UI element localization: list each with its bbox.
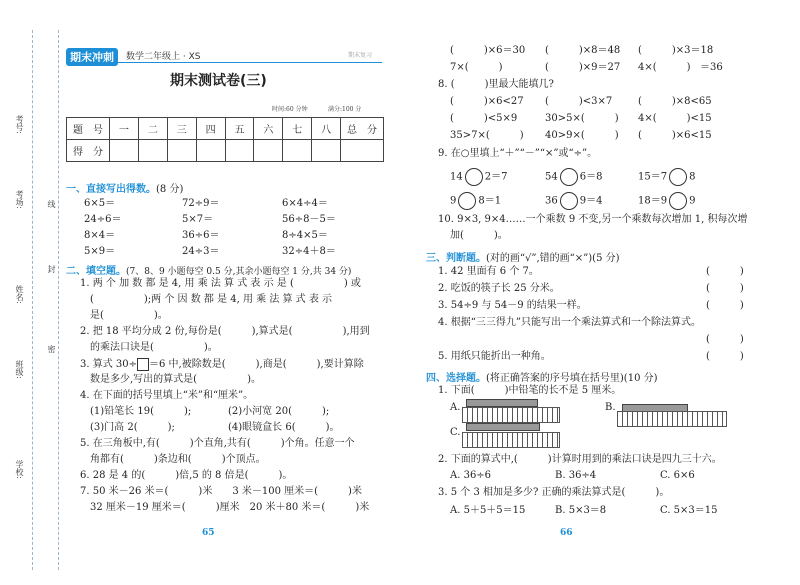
fill-q1-line3: 是( )。 <box>90 310 168 321</box>
page-number-left: 65 <box>202 528 215 538</box>
operator-circle[interactable] <box>560 192 578 210</box>
choice-q2-opt: B. 36÷4 <box>555 470 597 481</box>
brand-badge: 期末复习 <box>348 52 373 59</box>
side-label-xuexiao: 学校: <box>15 460 24 479</box>
score-cell[interactable] <box>225 140 254 162</box>
r-q7c-2: ( )×8＝48 <box>545 45 621 56</box>
choice-q3-opt: C. 5×3＝15 <box>660 505 718 516</box>
judge-paren[interactable]: ( ) <box>706 351 744 362</box>
binding-line-inner <box>58 30 59 570</box>
operator-circle[interactable] <box>669 168 687 186</box>
r-q8-item: ( )<3×7 <box>545 96 613 107</box>
fill-q6: 6. 28 是 4 的( )倍,5 的 8 倍是( )。 <box>80 470 293 481</box>
choice-q1: 1. 下面( )中铅笔的长不是 5 厘米。 <box>438 385 622 396</box>
calc-item: 6×5＝ <box>84 198 116 209</box>
fill-q7-line1: 7. 50 米－26 米＝( )米 3 米－100 厘米＝( )米 <box>80 486 362 497</box>
r-q8-item: 4×( )<15 <box>638 113 712 124</box>
score-header-cell: 题 号 <box>67 118 110 140</box>
r-q10-line1: 10. 9×3, 9×4……一个乘数 9 不变,另一个乘数每次增加 1, 积每次增 <box>438 214 748 225</box>
calc-item: 8÷4×5＝ <box>282 230 328 241</box>
judge-paren[interactable]: ( ) <box>706 283 744 294</box>
r-q7c-3: ( )×3＝18 <box>638 45 714 56</box>
fill-q2-line2: 的乘法口诀是( )。 <box>90 342 218 353</box>
fill-q4-a: (1)铅笔长 19( ); <box>90 406 192 417</box>
choice-q2-opt: A. 36÷6 <box>450 470 492 481</box>
r-q9-item: 54 6＝8 <box>545 168 602 186</box>
judge-paren[interactable]: ( ) <box>706 300 744 311</box>
score-row-label: 得 分 <box>67 140 110 162</box>
fill-q4-b: (2)小河宽 20( ); <box>228 406 330 417</box>
fill-q3-line2: 数是多少,写出的算式是( )。 <box>90 374 261 385</box>
binding-line <box>32 30 33 570</box>
fill-q5-line1: 5. 在三角板中,有( )个直角,共有( )个角。任意一个 <box>80 438 355 449</box>
r-q8-item: 30>5×( ) <box>545 113 619 124</box>
pencil-c <box>466 423 540 431</box>
r-q8-item: 35>7×( ) <box>450 130 524 141</box>
fill-q4: 4. 在下面的括号里填上“米”和“厘米”。 <box>80 390 254 401</box>
blank-box[interactable] <box>137 358 149 371</box>
score-cell[interactable] <box>254 140 283 162</box>
side-label-kaohao: 考号: <box>15 115 24 134</box>
r-q9-item: 18＝9 9 <box>638 192 695 210</box>
r-q8-item: ( )<5×9 <box>450 113 518 124</box>
r-q8-item: ( )×6<27 <box>450 96 524 107</box>
score-header-cell: 三 <box>167 118 196 140</box>
operator-circle[interactable] <box>458 192 476 210</box>
fill-q4-d: (4)眼镜盒长 6( )。 <box>228 422 340 433</box>
judge-paren[interactable]: ( ) <box>706 266 744 277</box>
section-3-title: 三、判断题。(对的画“√”,错的画“×”)(5 分) <box>426 253 620 264</box>
operator-circle[interactable] <box>669 192 687 210</box>
score-table <box>66 117 384 162</box>
r-q9-item: 36 9＝4 <box>545 192 602 210</box>
score-cell[interactable] <box>341 140 384 162</box>
calc-item: 5×9＝ <box>84 246 116 257</box>
r-q7d-1: 7×( ) <box>450 62 503 73</box>
ruler-a <box>462 407 560 423</box>
r-q9-item: 14 2＝7 <box>450 168 507 186</box>
option-c-label: C. <box>450 427 461 438</box>
score-cell[interactable] <box>110 140 139 162</box>
fill-q1-line1: 1. 两 个 加 数 都 是 4, 用 乘 法 算 式 表 示 是 ( ) 或 <box>80 278 361 289</box>
option-b-label: B. <box>605 402 616 413</box>
side-label-banji: 班级: <box>15 360 24 379</box>
calc-item: 6×4÷4＝ <box>282 198 328 209</box>
r-q8-item: 40>9×( ) <box>545 130 619 141</box>
ruler-b <box>617 411 727 427</box>
r-q7c-1: ( )×6＝30 <box>450 45 526 56</box>
calc-item: 24÷3＝ <box>182 246 220 257</box>
section-1-title: 一、直接写出得数。(8 分) <box>66 184 184 195</box>
page-title: 期末测试卷(三) <box>170 73 267 89</box>
section-4-title: 四、选择题。(将正确答案的序号填在括号里)(10 分) <box>426 373 658 384</box>
fill-q3-line1: 3. 算式 30÷ ＝6 中,被除数是( ),商是( ),要计算除 <box>80 359 364 370</box>
r-q8-item: ( )×6<15 <box>638 130 712 141</box>
section-2-title: 二、填空题。(7、8、9 小题每空 0.5 分,其余小题每空 1 分,共 34 分) <box>66 266 352 277</box>
r-q9-item: 15＝7 8 <box>638 168 695 186</box>
r-q9-item: 9 8＝1 <box>450 192 501 210</box>
score-header-cell: 八 <box>312 118 341 140</box>
fill-q5-line2: 角都有( )条边和( )个顶点。 <box>90 454 266 465</box>
score-header-cell: 二 <box>138 118 167 140</box>
score-cell[interactable] <box>312 140 341 162</box>
choice-q2: 2. 下面的算式中,( )计算时用到的乘法口诀是四九三十六。 <box>438 454 722 465</box>
time-label: 时间:60 分钟 <box>272 106 308 113</box>
header-rule <box>66 62 382 63</box>
fill-q7-line2: 32 厘米－19 厘米＝( )厘米 20 米＋80 米＝( )米 <box>90 502 370 513</box>
score-header-cell: 一 <box>110 118 139 140</box>
score-label: 满分:100 分 <box>328 106 362 113</box>
side-mark-xian: 线 <box>47 200 56 208</box>
calc-item: 8×4＝ <box>84 230 116 241</box>
calc-item: 72÷9＝ <box>182 198 220 209</box>
calc-item: 56÷8－5＝ <box>282 214 336 225</box>
choice-q3: 3. 5 个 3 相加是多少? 正确的乘法算式是( )。 <box>438 487 670 498</box>
score-cell[interactable] <box>283 140 312 162</box>
judge-item: 2. 吃饭的筷子长 25 分米。 <box>438 283 560 294</box>
fill-q2-line1: 2. 把 18 平均分成 2 份,每份是( ),算式是( ),用到 <box>80 326 370 337</box>
side-mark-feng: 封 <box>47 265 56 273</box>
r-q7d-2: ( )×9＝27 <box>545 62 621 73</box>
brand-subject: 数学二年级上 · XS <box>126 52 201 62</box>
judge-item: 3. 54÷9 与 54－9 的结果一样。 <box>438 300 587 311</box>
choice-q3-opt: B. 5×3＝8 <box>555 505 607 516</box>
choice-q3-opt: A. 5＋5＋5＝15 <box>450 505 526 516</box>
judge-item: 4. 根据“三三得九”只能写出一个乘法算式和一个除法算式。 <box>438 317 701 328</box>
side-label-kaochang: 考场: <box>15 190 24 209</box>
page-number-right: 66 <box>560 528 573 538</box>
ruler-c <box>462 432 560 448</box>
r-q8: 8. ( )里最大能填几? <box>438 79 554 90</box>
brand-logo: 期末冲刺 <box>66 48 118 66</box>
score-cell[interactable] <box>167 140 196 162</box>
score-cell[interactable] <box>196 140 225 162</box>
score-header-cell: 六 <box>254 118 283 140</box>
score-cell[interactable] <box>138 140 167 162</box>
r-q10-line2: 加( )。 <box>450 230 508 241</box>
calc-item: 5×7＝ <box>182 214 214 225</box>
operator-circle[interactable] <box>465 168 483 186</box>
fill-q1-line2: ( );两 个 因 数 都 是 4, 用 乘 法 算 式 表 示 <box>90 294 333 305</box>
choice-q2-opt: C. 6×6 <box>660 470 695 481</box>
option-a-label: A. <box>450 402 461 413</box>
fill-q4-c: (3)门高 2( ); <box>90 422 175 433</box>
score-header-cell: 五 <box>225 118 254 140</box>
calc-item: 32÷4＋8＝ <box>282 246 336 257</box>
r-q7d-4: ＝36 <box>700 62 723 73</box>
calc-item: 36÷6＝ <box>182 230 220 241</box>
score-header-cell: 总 分 <box>341 118 384 140</box>
r-q8-item: ( )×8<65 <box>638 96 712 107</box>
r-q7d-3: 4×( ) <box>638 62 691 73</box>
score-header-cell: 七 <box>283 118 312 140</box>
pencil-a <box>466 399 538 407</box>
side-mark-mi: 密 <box>47 345 56 353</box>
side-label-xingming: 姓名: <box>15 285 24 304</box>
score-header-cell: 四 <box>196 118 225 140</box>
r-q9: 9. 在○里填上“＋”“－”“×”或“÷”。 <box>438 148 598 159</box>
calc-item: 24÷6＝ <box>84 214 122 225</box>
operator-circle[interactable] <box>560 168 578 186</box>
judge-paren[interactable]: ( ) <box>706 334 744 345</box>
judge-item: 5. 用纸只能折出一种角。 <box>438 351 551 362</box>
judge-item: 1. 42 里面有 6 个 7。 <box>438 266 539 277</box>
